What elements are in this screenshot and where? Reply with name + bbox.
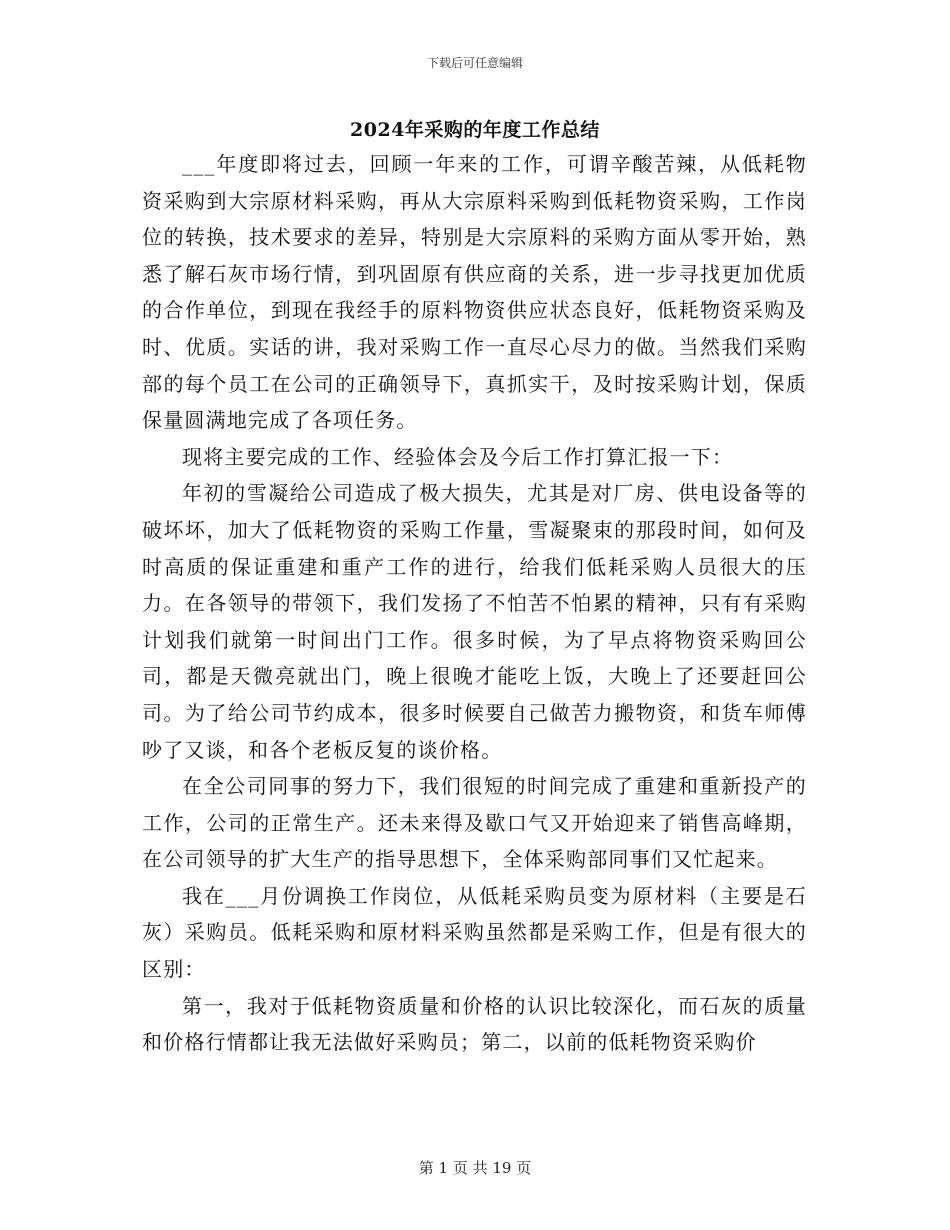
paragraph-job-change: 我在___月份调换工作岗位，从低耗采购员变为原材料（主要是石灰）采购员。低耗采购和原材料采购虽然都是采购工作，但是有很大的区别：	[142, 883, 807, 982]
page-header-note: 下载后可任意编辑	[426, 56, 523, 70]
page-number: 第 1 页 共 19 页	[418, 1159, 532, 1177]
paragraph-intro: ___年度即将过去，回顾一年来的工作，可谓辛酸苦辣，从低耗物资采购到大宗原材料采购，再从大宗原料采购到低耗物资采购，工作岗位的转换，技术要求的差异，特别是大宗原料的采购方面从零开始，熟悉了解石灰市场行情，到巩固原有供应商的关系，进一步寻找更加优质的合作单位，到现在我经手的原料物资供应状态良好，低耗物资采购及时、优质。实话的讲，我对采购工作一直尽心尽力的做。当然我们采购部的每个员工在公司的正确领导下，真抓实干，及时按采购计划，保质保量圆满地完成了各项任务。	[142, 152, 807, 433]
document-body	[142, 146, 807, 1061]
paragraph-differences: 第一，我对于低耗物资质量和价格的认识比较深化，而石灰的质量和价格行情都让我无法做好采购员；第二，以前的低耗物资采购价	[142, 993, 807, 1055]
paragraph-reconstruction: 在全公司同事的努力下，我们很短的时间完成了重建和重新投产的工作，公司的正常生产。还未来得及歇口气又开始迎来了销售高峰期，在公司领导的扩大生产的指导思想下，全体采购部同事们又忙起来。	[142, 774, 807, 872]
paragraph-report-lead: 现将主要完成的工作、经验体会及今后工作打算汇报一下：	[182, 444, 734, 469]
document-title: 2024年采购的年度工作总结	[350, 119, 600, 141]
paragraph-snow-disaster: 年初的雪凝给公司造成了极大损失，尤其是对厂房、供电设备等的破坏坏，加大了低耗物资的采购工作量，雪凝聚束的那段时间，如何及时高质的保证重建和重产工作的进行，给我们低耗采购人员很大的压力。在各领导的带领下，我们发扬了不怕苦不怕累的精神，只有有采购计划我们就第一时间出门工作。很多时候，为了早点将物资采购回公司，都是天微亮就出门，晚上很晚才能吃上饭，大晚上了还要赶回公司。为了给公司节约成本，很多时候要自己做苦力搬物资，和货车师傅吵了又谈，和各个老板反复的谈价格。	[142, 481, 807, 762]
